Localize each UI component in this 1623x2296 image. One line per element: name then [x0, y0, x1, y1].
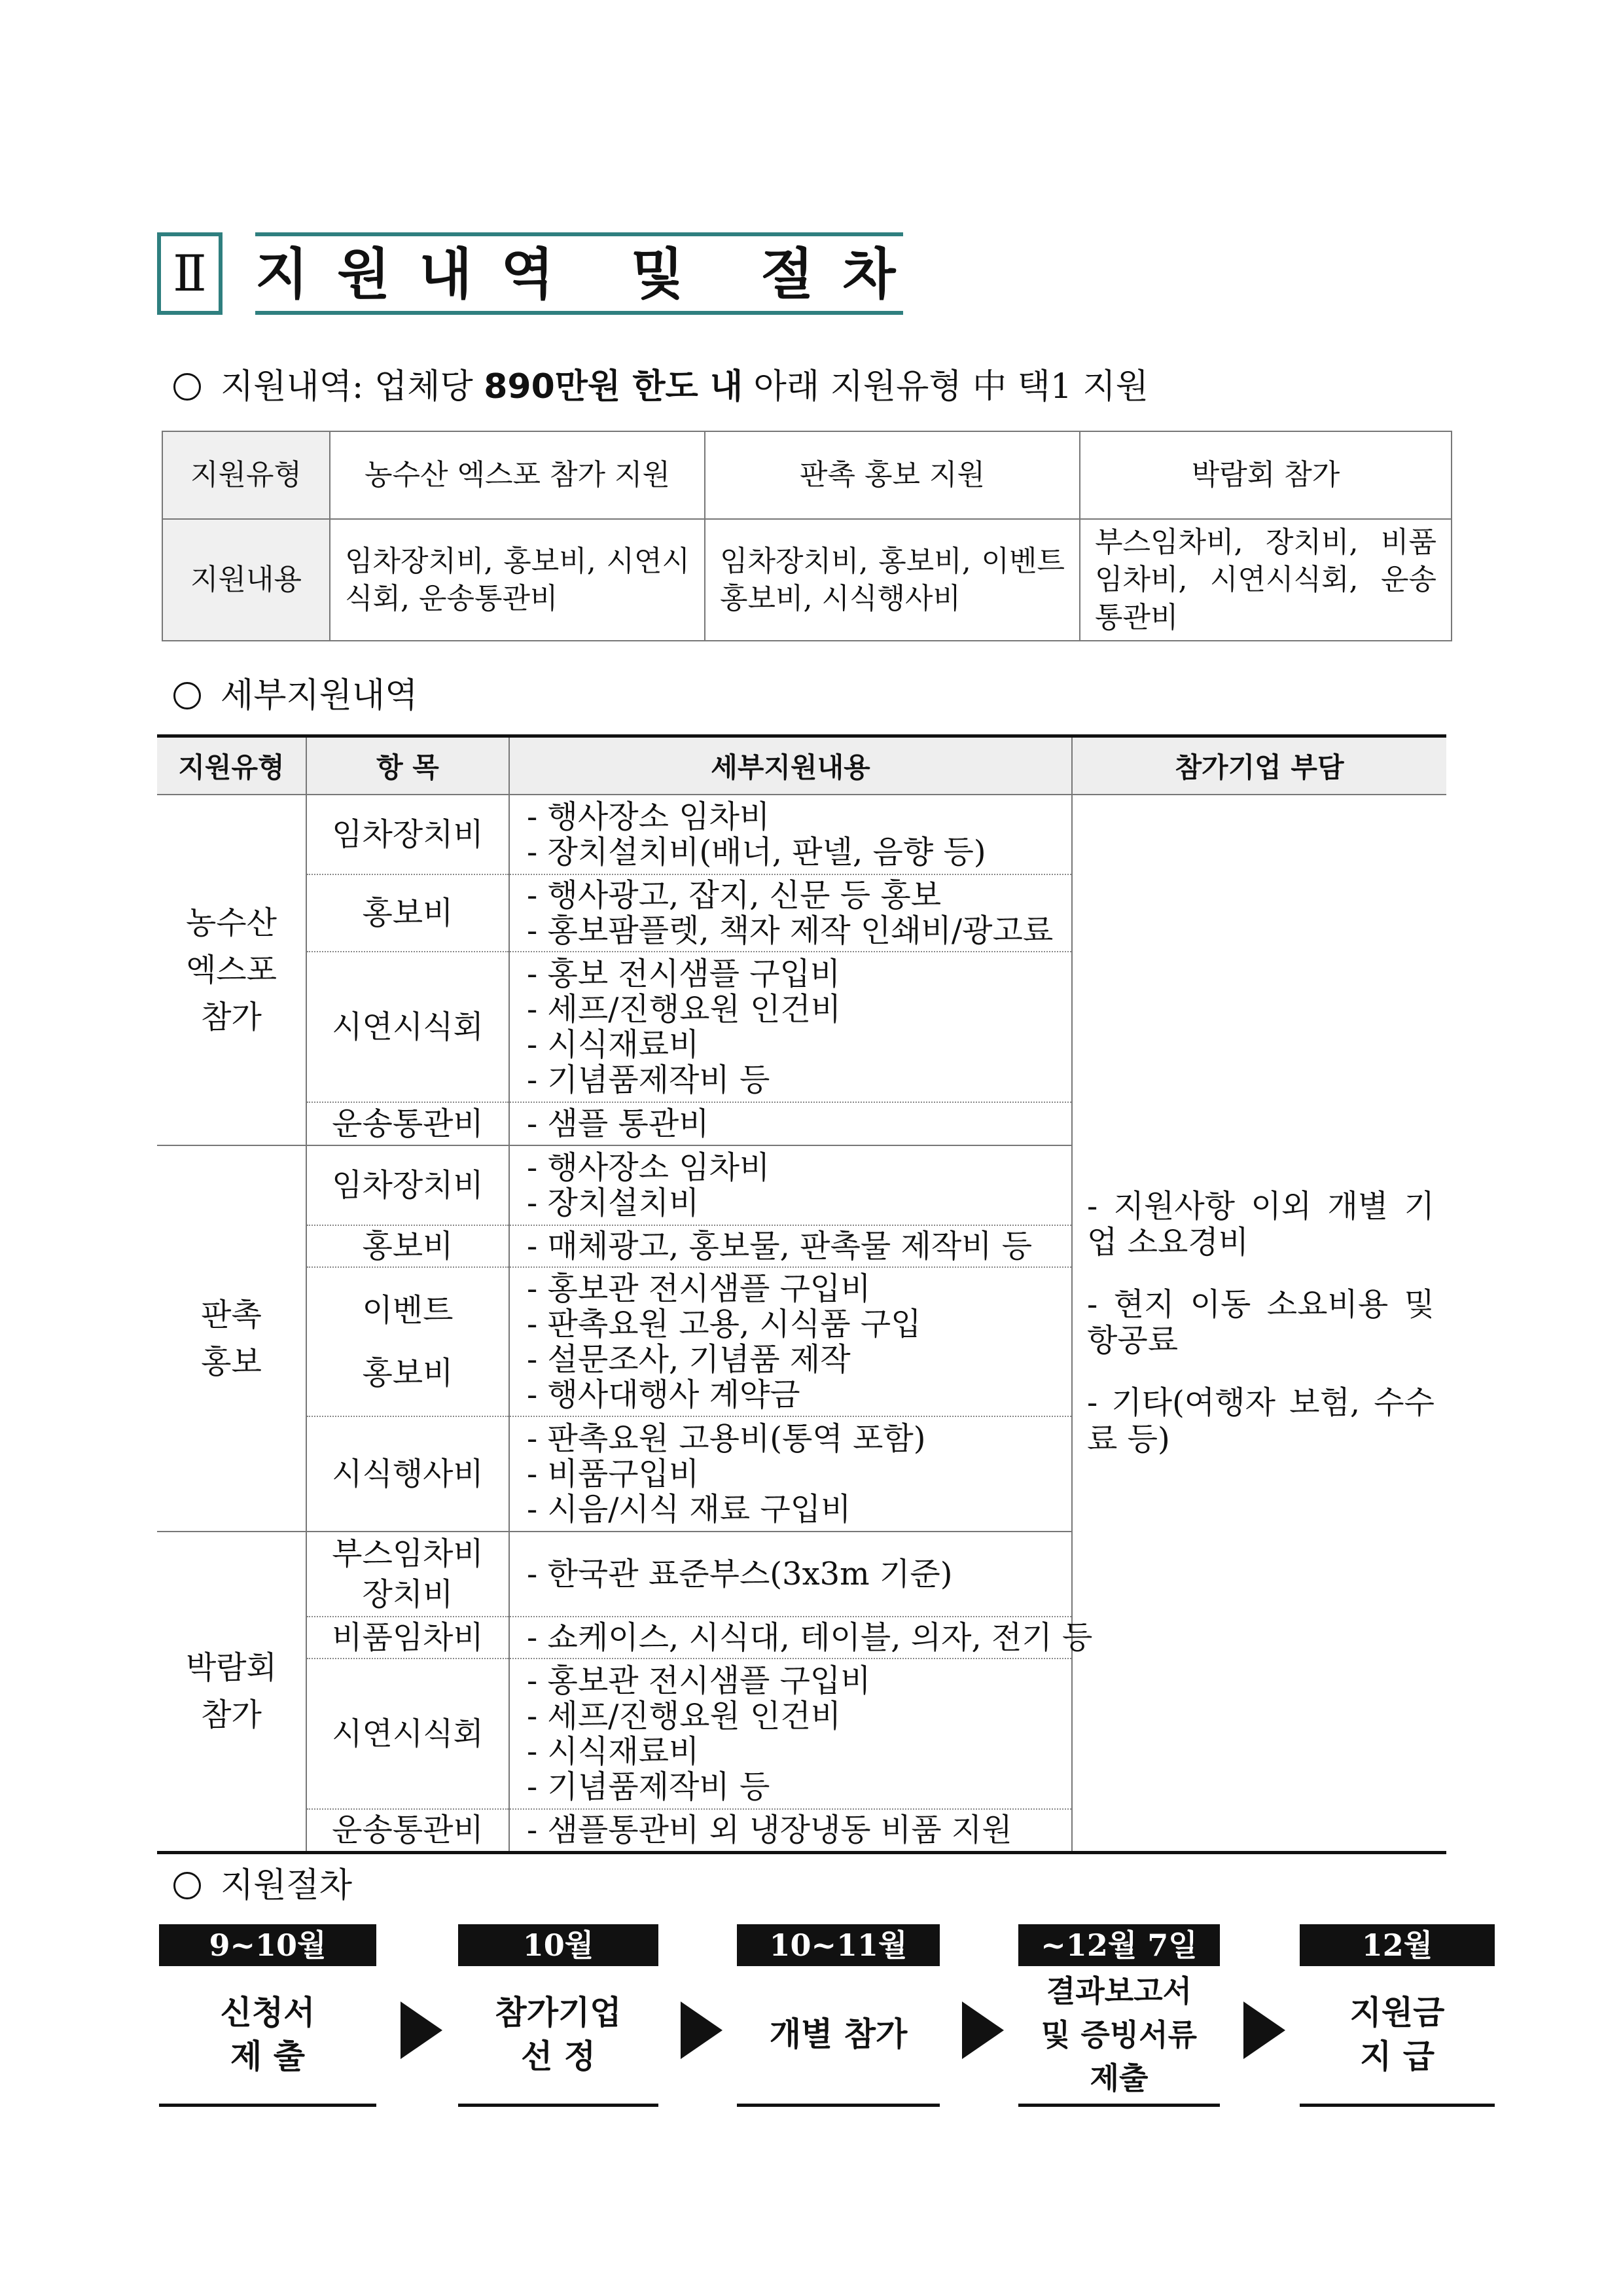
circle-bullet-icon: [173, 373, 201, 401]
header-detail: 세부지원내용: [509, 736, 1072, 795]
header-burden: 참가기업 부담: [1072, 736, 1446, 795]
step-period: 12월: [1300, 1924, 1495, 1966]
burden-line: - 지원사항 이외 개별 기업 소요경비: [1087, 1187, 1435, 1261]
item-details: [509, 1617, 1093, 1659]
detail-header-row: [157, 736, 1446, 795]
item-details: [509, 1809, 1072, 1852]
circle-bullet-icon: [173, 682, 201, 709]
item-name: 운송통관비: [306, 1102, 509, 1145]
detail-line: - 홍보팜플렛, 책자 제작 인쇄비/광고료: [527, 912, 1054, 949]
item-name: 홍보비: [306, 1225, 509, 1267]
step-period: 9~10월: [159, 1924, 376, 1966]
item-details: [509, 1225, 1072, 1267]
item-details: [509, 1102, 1072, 1145]
detail-line: - 비품구입비: [527, 1456, 700, 1492]
item-name: 임차장치비: [306, 795, 509, 874]
content-promotion: 임차장치비, 홍보비, 이벤트홍보비, 시식행사비: [705, 519, 1080, 641]
item-details: [509, 1267, 1072, 1416]
support-suffix: 아래 지원유형 中 택1 지원: [743, 367, 1149, 406]
detail-line: - 기념품제작비 등: [527, 1062, 770, 1098]
content-expo: 임차장치비, 홍보비, 시연시식회, 운송통관비: [330, 519, 705, 641]
arrow-right-icon: [401, 2001, 442, 2059]
section-header: [157, 232, 925, 321]
header-type: 지원유형: [157, 736, 306, 795]
detail-line: - 설문조사, 기념품 제작: [527, 1341, 851, 1378]
item-name: 비품임차비: [306, 1617, 509, 1659]
support-prefix: 지원내역: 업체당: [221, 367, 484, 406]
step-text: 참가기업 선 정: [458, 1966, 658, 2107]
step-text: 신청서 제 출: [159, 1966, 376, 2107]
item-details: [509, 874, 1072, 952]
detail-line: - 행사대행사 계약금: [527, 1376, 800, 1413]
detail-line: - 행사장소 임차비: [527, 798, 770, 835]
detail-line: - 판촉요원 고용, 시식품 구입: [527, 1306, 921, 1342]
summary-type-row: [162, 431, 1452, 519]
item-details: [509, 1145, 1072, 1225]
step-period: 10월: [458, 1924, 658, 1966]
summary-table: [162, 431, 1452, 641]
detail-line: - 홍보관 전시샘플 구입비: [527, 1270, 871, 1307]
item-name: 시연시식회: [306, 952, 509, 1102]
row-header-type: 지원유형: [162, 431, 330, 519]
step-period: 10~11월: [737, 1924, 940, 1966]
step-text: 지원금 지 급: [1300, 1966, 1495, 2107]
item-name: 시식행사비: [306, 1416, 509, 1532]
procedure-heading: [173, 1857, 352, 1907]
procedure-step-1: [159, 1924, 376, 2107]
burden-cell: [1072, 795, 1446, 1852]
row-header-content: 지원내용: [162, 519, 330, 641]
item-name: 시연시식회: [306, 1659, 509, 1809]
detail-heading-text: 세부지원내역: [221, 676, 418, 715]
group-type-fair: 박람회 참가: [185, 1649, 277, 1734]
burden-line: - 기타(여행자 보험, 수수료 등): [1087, 1384, 1435, 1458]
detail-line: - 시음/시식 재료 구입비: [527, 1491, 851, 1528]
type-expo: 농수산 엑스포 참가 지원: [330, 431, 705, 519]
section-title-box: [255, 232, 925, 315]
detail-line: - 시식재료비: [527, 1026, 700, 1063]
procedure-step-4: [1018, 1924, 1220, 2107]
circle-bullet-icon: [173, 1872, 201, 1899]
step-text: 개별 참가: [737, 1966, 940, 2107]
detail-line: - 세프/진행요원 인건비: [527, 991, 842, 1028]
type-fair: 박람회 참가: [1080, 431, 1452, 519]
detail-line: - 샘플통관비 외 냉장냉동 비품 지원: [527, 1812, 1012, 1849]
procedure-step-3: [737, 1924, 940, 2107]
content-fair: 부스임차비, 장치비, 비품임차비, 시연시식회, 운송통관비: [1080, 519, 1452, 641]
group-type-expo: 농수산 엑스포 참가: [157, 795, 306, 1145]
arrow-right-icon: [1243, 2001, 1285, 2059]
summary-content-row: [162, 519, 1452, 641]
table-row: [157, 795, 1446, 874]
procedure-heading-text: 지원절차: [221, 1866, 352, 1905]
step-period: ~12월 7일: [1018, 1924, 1220, 1966]
detail-heading: [173, 668, 418, 717]
detail-table: [157, 734, 1446, 1854]
item-name: 임차장치비: [306, 1145, 509, 1225]
procedure-step-2: [458, 1924, 658, 2107]
section-number: Ⅱ: [157, 232, 223, 315]
detail-line: - 쇼케이스, 시식대, 테이블, 의자, 전기 등: [527, 1619, 1093, 1656]
item-details: [509, 795, 1072, 874]
support-summary-line: [173, 359, 1149, 408]
detail-line: - 홍보관 전시샘플 구입비: [527, 1662, 871, 1699]
detail-line: - 세프/진행요원 인건비: [527, 1698, 842, 1734]
item-details: [509, 952, 1072, 1102]
type-promotion: 판촉 홍보 지원: [705, 431, 1080, 519]
item-details: [509, 1532, 1072, 1617]
detail-line: - 샘플 통관비: [527, 1105, 709, 1142]
detail-line: - 홍보 전시샘플 구입비: [527, 956, 841, 992]
step-text: 결과보고서 및 증빙서류 제출: [1018, 1966, 1220, 2107]
item-name: 운송통관비: [306, 1809, 509, 1852]
item-name: 이벤트 홍보비: [306, 1267, 509, 1416]
procedure-step-5: [1300, 1924, 1495, 2107]
detail-line: - 행사장소 임차비: [527, 1149, 770, 1186]
detail-line: - 한국관 표준부스(3x3m 기준): [527, 1556, 953, 1592]
detail-line: - 판촉요원 고용비(통역 포함): [527, 1420, 926, 1457]
detail-line: - 행사광고, 잡지, 신문 등 홍보: [527, 877, 942, 914]
detail-line: - 장치설치비(배너, 판넬, 음향 등): [527, 834, 986, 870]
item-details: [509, 1659, 1072, 1809]
item-name: 부스임차비 장치비: [306, 1532, 509, 1617]
item-name: 홍보비: [306, 874, 509, 952]
support-limit: 890만원 한도 내: [484, 367, 743, 406]
arrow-right-icon: [962, 2001, 1004, 2059]
detail-line: - 매체광고, 홍보물, 판촉물 제작비 등: [527, 1228, 1033, 1265]
item-details: [509, 1416, 1072, 1532]
detail-line: - 기념품제작비 등: [527, 1768, 770, 1805]
detail-line: - 장치설치비: [527, 1185, 700, 1221]
group-type-promotion: 판촉 홍보: [157, 1145, 306, 1532]
section-title: 지원내역 및 절차: [255, 242, 925, 306]
burden-line: - 현지 이동 소요비용 및 항공료: [1087, 1286, 1435, 1359]
arrow-right-icon: [681, 2001, 722, 2059]
header-item: 항 목: [306, 736, 509, 795]
detail-line: - 시식재료비: [527, 1733, 700, 1770]
